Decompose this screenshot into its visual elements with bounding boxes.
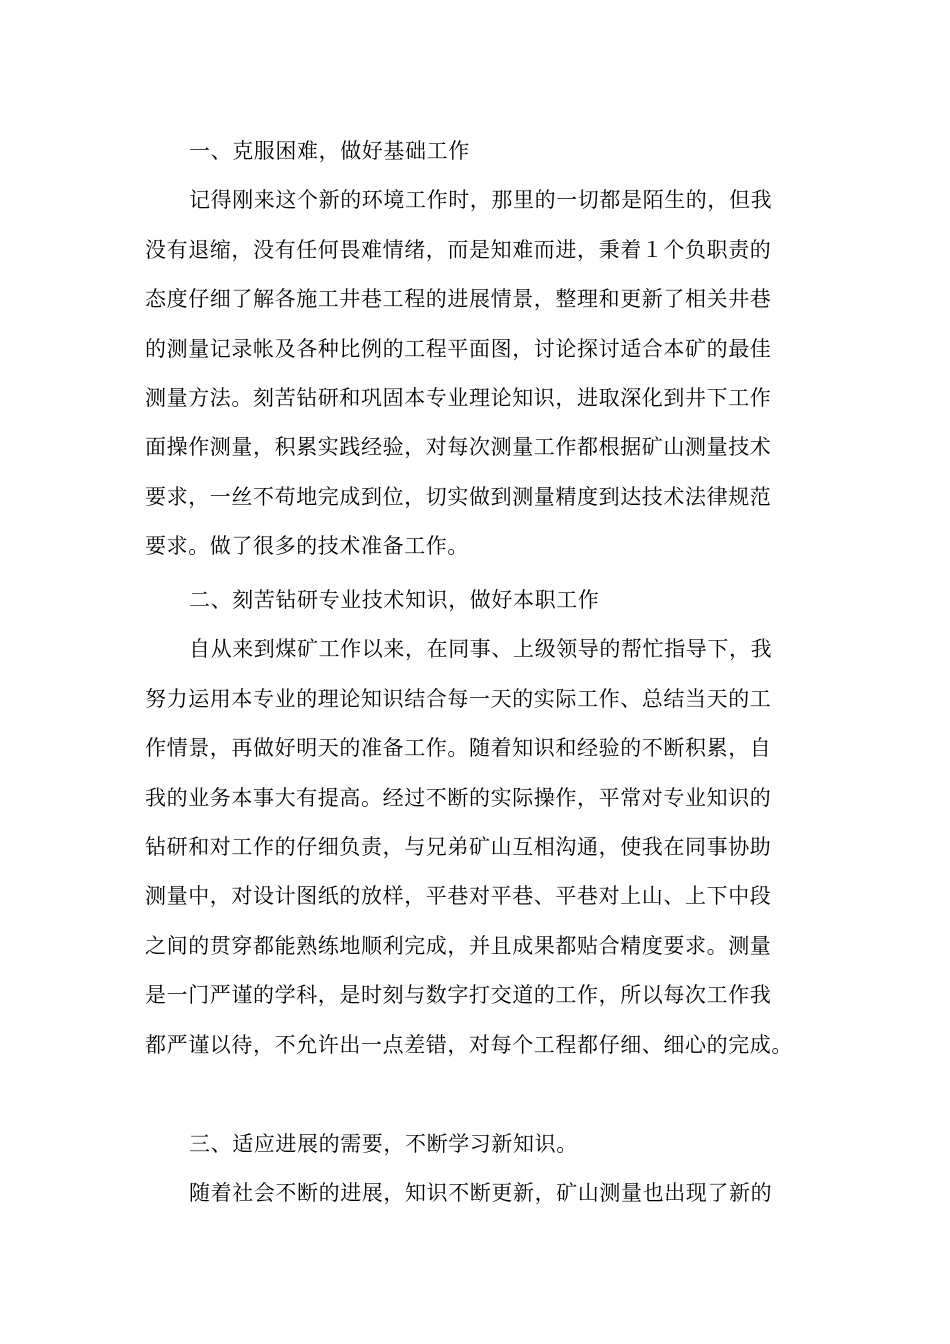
section-2-line: 之间的贯穿都能熟练地顺利完成，并且成果都贴合精度要求。测量 — [145, 933, 772, 958]
section-2 — [145, 576, 815, 1070]
section-1-line: 记得刚来这个新的环境工作时，那里的一切都是陌生的，但我 — [189, 188, 773, 213]
section-1-line: 没有退缩，没有任何畏难情绪，而是知难而进，秉着１个负职责的 — [145, 237, 772, 262]
section-1-line: 要求。做了很多的技术准备工作。 — [145, 534, 469, 559]
section-1-line: 的测量记录帐及各种比例的工程平面图，讨论探讨适合本矿的最佳 — [145, 336, 772, 361]
section-2-line: 测量中，对设计图纸的放样，平巷对平巷、平巷对上山、上下中段 — [145, 884, 772, 909]
section-2-line: 都严谨以待，不允许出一点差错，对每个工程都仔细、细心的完成。 — [145, 1032, 793, 1057]
section-1-line: 面操作测量，积累实践经验，对每次测量工作都根据矿山测量技术 — [145, 435, 772, 460]
section-2-line: 作情景，再做好明天的准备工作。随着知识和经验的不断积累，自 — [145, 736, 772, 761]
section-3 — [145, 1120, 815, 1219]
section-2-line: 钻研和对工作的仔细负责，与兄弟矿山互相沟通，使我在同事协助 — [145, 834, 772, 859]
section-1 — [145, 127, 815, 572]
section-2-heading: 二、刻苦钻研专业技术知识，做好本职工作 — [189, 588, 600, 612]
section-1-line: 测量方法。刻苦钻研和巩固本专业理论知识，进取深化到井下工作 — [145, 385, 772, 410]
section-1-line: 态度仔细了解各施工井巷工程的进展情景，整理和更新了相关井巷 — [145, 287, 772, 312]
section-2-line: 自从来到煤矿工作以来，在同事、上级领导的帮忙指导下，我 — [189, 637, 773, 662]
section-2-line: 是一门严谨的学科，是时刻与数字打交道的工作，所以每次工作我 — [145, 983, 772, 1008]
section-2-line: 我的业务本事大有提高。经过不断的实际操作，平常对专业知识的 — [145, 785, 772, 810]
section-2-line: 努力运用本专业的理论知识结合每一天的实际工作、总结当天的工 — [145, 686, 772, 711]
section-1-heading: 一、克服困难，做好基础工作 — [189, 139, 470, 163]
section-3-heading: 三、适应进展的需要，不断学习新知识。 — [189, 1132, 578, 1156]
section-1-line: 要求，一丝不苟地完成到位，切实做到测量精度到达技术法律规范 — [145, 484, 772, 509]
section-3-line: 随着社会不断的进展，知识不断更新，矿山测量也出现了新的 — [189, 1181, 773, 1206]
